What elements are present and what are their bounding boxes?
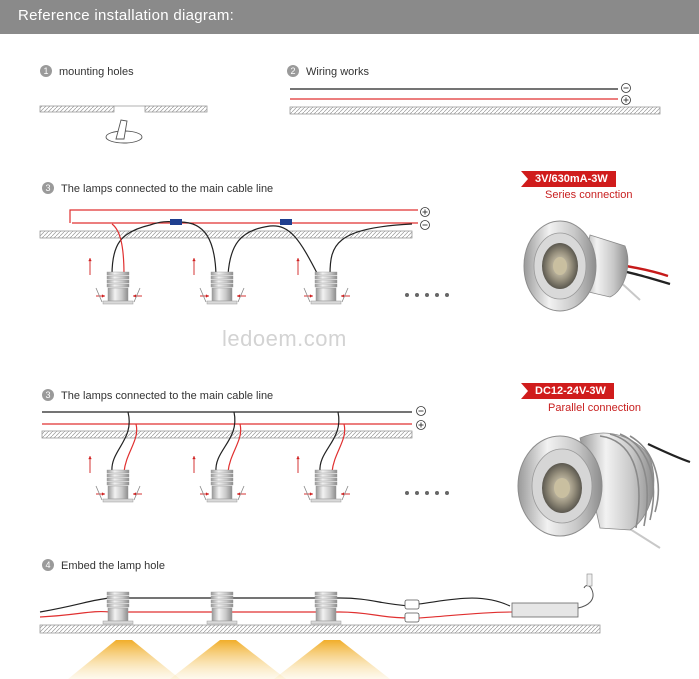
step-number: 3 <box>42 182 54 194</box>
series-caption: Series connection <box>545 189 633 201</box>
series-lamp-photo <box>524 221 670 311</box>
step-label: Embed the lamp hole <box>61 560 165 572</box>
page-title: Reference installation diagram: <box>18 7 235 24</box>
lamp-icon <box>311 592 341 624</box>
step-number: 1 <box>40 65 52 77</box>
step-label: Wiring works <box>306 66 369 78</box>
lamp-icon <box>296 456 350 502</box>
series-spec-badge: 3V/630mA-3W <box>521 171 616 187</box>
step-label: The lamps connected to the main cable line <box>61 390 274 402</box>
series-wiring <box>40 208 430 276</box>
parallel-caption: Parallel connection <box>548 402 641 414</box>
step-label: mounting holes <box>59 66 134 78</box>
lamp-icon <box>207 592 237 624</box>
step-number: 4 <box>42 559 54 571</box>
lamp-icon <box>88 456 142 502</box>
light-beams <box>68 640 390 679</box>
parallel-spec-badge: DC12-24V-3W <box>521 383 614 399</box>
led-driver-icon <box>512 603 578 617</box>
hole-saw-icon <box>106 120 142 143</box>
step-label: The lamps connected to the main cable line <box>61 183 274 195</box>
lamp-icon <box>192 456 246 502</box>
lamp-icon <box>192 258 246 304</box>
watermark: ledoem.com <box>222 326 347 351</box>
lamp-icon <box>103 592 133 624</box>
wiring-works-diagram <box>290 84 660 115</box>
mounting-holes-ceiling <box>40 106 207 112</box>
step-number: 2 <box>287 65 299 77</box>
more-lamps-ellipsis <box>405 293 449 495</box>
lamp-icon <box>296 258 350 304</box>
lamp-icon <box>88 258 142 304</box>
step-number: 3 <box>42 389 54 401</box>
parallel-lamp-photo <box>518 433 690 548</box>
parallel-wiring <box>42 407 426 473</box>
